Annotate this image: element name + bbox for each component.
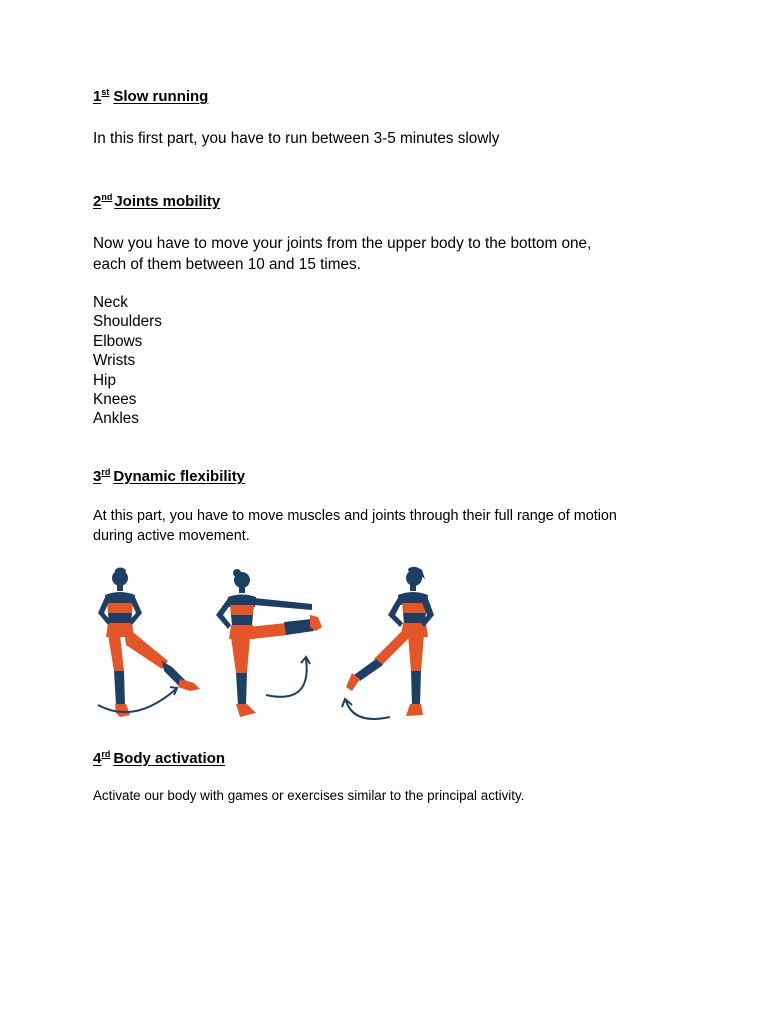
dynamic-flexibility-illustration bbox=[90, 565, 450, 725]
section-2-paragraph-line-1: Now you have to move your joints from the upper body to the bottom one, bbox=[93, 235, 592, 252]
section-3-title: Dynamic flexibility bbox=[113, 468, 246, 485]
list-item: Hip bbox=[93, 371, 116, 389]
section-1-title: Slow running bbox=[113, 88, 209, 105]
section-2-paragraph bbox=[93, 233, 591, 275]
section-1-paragraph: In this first part, you have to run between 3-5 minutes slowly bbox=[93, 130, 500, 147]
list-item: Elbows bbox=[93, 332, 143, 350]
section-3-number: 3 bbox=[93, 468, 102, 485]
section-4-heading bbox=[93, 750, 225, 767]
section-4-ordinal-suffix: rd bbox=[101, 749, 111, 759]
list-item: Knees bbox=[93, 391, 137, 409]
section-3-paragraph-line-1: At this part, you have to move muscles and joints through their full range of motion bbox=[93, 508, 617, 524]
section-4-title: Body activation bbox=[113, 750, 226, 767]
list-item: Shoulders bbox=[93, 313, 162, 331]
section-2-paragraph-line-2: each of them between 10 and 15 times. bbox=[93, 256, 361, 273]
section-2-number: 2 bbox=[93, 193, 102, 210]
section-1-ordinal-suffix: st bbox=[101, 87, 110, 97]
section-2-title: Joints mobility bbox=[114, 193, 221, 210]
section-3-paragraph-line-2: during active movement. bbox=[93, 527, 250, 544]
section-3-ordinal-suffix: rd bbox=[101, 467, 111, 477]
section-1-heading bbox=[93, 88, 208, 105]
section-3-heading bbox=[93, 468, 245, 485]
section-4-paragraph: Activate our body with games or exercises similar to the principal activity. bbox=[93, 788, 525, 803]
list-item: Wrists bbox=[93, 352, 136, 370]
section-3-paragraph bbox=[93, 507, 617, 546]
section-1-number: 1 bbox=[93, 88, 102, 105]
leg-swing-side-figure bbox=[342, 567, 434, 719]
section-2-ordinal-suffix: nd bbox=[101, 192, 113, 202]
leg-swing-back-figure bbox=[98, 568, 200, 718]
list-item: Neck bbox=[93, 294, 128, 311]
leg-raise-front-figure bbox=[216, 569, 322, 717]
joints-list bbox=[93, 293, 162, 429]
section-2-heading bbox=[93, 193, 220, 210]
section-4-number: 4 bbox=[93, 750, 102, 767]
list-item: Ankles bbox=[93, 410, 139, 428]
